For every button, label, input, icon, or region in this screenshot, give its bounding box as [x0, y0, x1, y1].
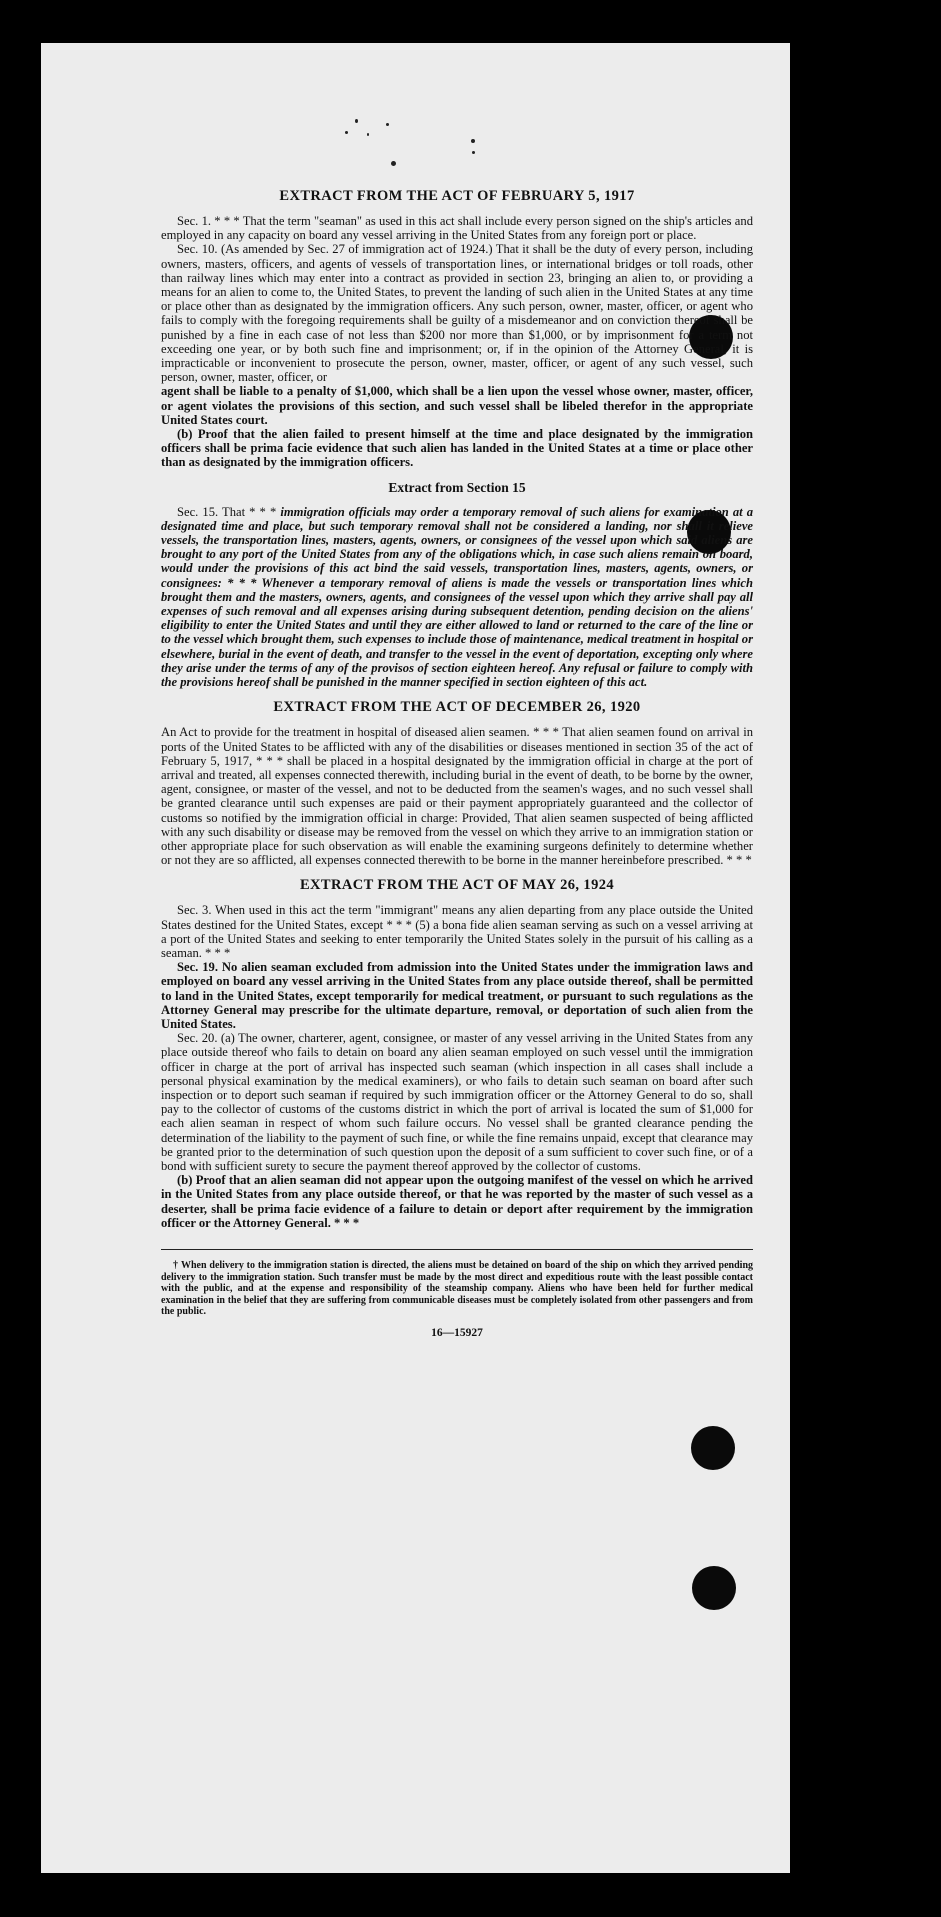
punch-hole-3: [691, 1426, 735, 1470]
sec-15-text: immigration officials may order a temporary removal of such aliens for examination at a designated time and place, but such temporary removal shall not be considered a landing, nor shall it relieve vessels, the transportation lines, masters, agents, owners, or consignees of the vessel upon which said aliens are brought to any port of the United States from any of the obligations which, in case such aliens remain on board, would under the provisions of this act bind the said vessels, transportation lines, masters, agents, owners, or consignees: * * * Whenever a temporary removal of aliens is made the vessels or transportation lines which brought them and the masters, owners, agents, and consignees of the vessel upon which they arrive shall pay all expenses of such removal and all expenses arising during subsequent detention, pending decision on the aliens' eligibility to enter the United States and until they are either allowed to land or returned to the care of the line or to the vessel which brought them, such expenses to include those of maintenance, medical treatment in hospital or elsewhere, burial in the event of death, and transfer to the vessel in the event of deportation, excepting only where they arise under the terms of any of the provisos of section eighteen hereof. Any refusal or failure to comply with the provisions hereof shall be punished in the manner specified in section eighteen of this act.: [161, 504, 754, 690]
sec-3: Sec. 3. When used in this act the term "immigrant" means any alien departing from any place outside the United States destined for the United States, except * * * (5) a bona fide alien seaman serving as such on a vessel arriving at a port of the United States and seeking to enter temporarily the United States solely in the pursuit of his calling as a seaman. * * *: [161, 903, 753, 960]
heading-act-1924: EXTRACT FROM THE ACT OF MAY 26, 1924: [299, 877, 615, 894]
heading-act-1917: EXTRACT FROM THE ACT OF FEBRUARY 5, 1917: [279, 188, 635, 204]
act-1920-text: An Act to provide for the treatment in hospital of diseased alien seamen. * * * That alien seamen found on arrival in ports of the United States to be afflicted with any of the disabilities or diseases mentioned in section 35 of the act of February 5, 1917, * * * shall be placed in a hospital designated by the immigration official in charge at the port of arrival and treated, all expenses connected therewith, including burial in the event of death, to be borne by the owner, agent, consignee, or master of the vessel, and not to be deducted from the seamen's wages, and no such vessel shall be granted clearance until such expenses are paid or their payment appropriately guaranteed and the collector of customs so notified by the immigration official in charge: Provided, That alien seamen suspected of being afflicted with any such disability or disease may be removed from the vessel on which they arrive to an immigration station or other appropriate place for such observation as will enable the examining surgeons definitely to determine whether or not they are so afflicted, all expenses connected therewith to be borne in the manner hereinbefore prescribed. * * *: [161, 725, 753, 868]
sec-15: [161, 505, 753, 690]
footnote-divider: [161, 1249, 753, 1250]
heading-act-1920: EXTRACT FROM THE ACT OF DECEMBER 26, 1920: [273, 699, 641, 716]
sec-10-penalty: agent shall be liable to a penalty of $1,000, which shall be a lien upon the vessel whose owner, master, officer, or agent violates the provisions of this section, and such vessel shall be libeled therefor in the appropriate United States court.: [161, 384, 753, 427]
form-code: 16—15927: [431, 1326, 483, 1339]
sec-10: Sec. 10. (As amended by Sec. 27 of immigration act of 1924.) That it shall be the duty of every person, including owners, masters, officers, and agents of vessels of transportation lines, or international bridges or toll roads, other than railway lines which may enter into a contract as provided in section 23, bringing an alien to, or providing a means for an alien to come to, the United States, to prevent the landing of such alien in the United States at any time or place other than as designated by the immigration officers. Any such person, owner, master, officer, or agent who fails to comply with the foregoing requirements shall be guilty of a misdemeanor and on conviction thereof shall be punished by a fine in each case of not less than $200 nor more than $1,000, or by imprisonment for a term not exceeding one year, or by both such fine and imprisonment; or, if in the opinion of the Attorney General, it is impracticable or inconvenient to prosecute the person, owner, master, officer, or agent of any such vessel, such person, owner, master, officer, or: [161, 242, 753, 385]
sec-15-lead: Sec. 15. That * * *: [177, 504, 277, 519]
sec-1: Sec. 1. * * * That the term "seaman" as used in this act shall include every person signed on the ship's articles and employed in any capacity on board any vessel arriving in the United States from any foreign port or place.: [161, 214, 753, 243]
sec-10-b: (b) Proof that the alien failed to present himself at the time and place designated by the immigration officers shall be prima facie evidence that such alien has landed in the United States at a time or place other than as designated by the immigration officers.: [161, 427, 753, 470]
sec-20-b: (b) Proof that an alien seaman did not appear upon the outgoing manifest of the vessel on which he arrived in the United States from any place outside thereof, or that he was reported by the master of such vessel as a deserter, shall be prima facie evidence of a failure to detain or deport after requirement by the immigration officer or the Attorney General. * * *: [161, 1173, 753, 1230]
punch-hole-4: [692, 1566, 736, 1610]
sec-20-a: Sec. 20. (a) The owner, charterer, agent, consignee, or master of any vessel arriving in the United States from any place outside thereof who fails to detain on board any alien seaman employed on such vessel until the immigration officer in charge at the port of arrival has inspected such seaman (which inspection in all cases shall include a personal physical examination by the medical examiners), or who fails to detain such seaman on board after such inspection or to deport such seaman if required by such immigration officer or the Attorney General to do so, shall pay to the collector of customs of the customs district in which the port of arrival is located the sum of $1,000 for each alien seaman in respect of whom such failure occurs. No vessel shall be granted clearance pending the determination of the liability to the payment of such fine, or while the fine remains unpaid, except that clearance may be granted prior to the determination of such question upon the deposit of a sum sufficient to cover such fine, or of a bond with sufficient surety to secure the payment thereof approved by the collector of customs.: [161, 1031, 753, 1173]
document-body: [161, 188, 753, 1339]
document-page: [41, 43, 790, 1873]
footnote: † When delivery to the immigration station is directed, the aliens must be detained on board of the ship on which they arrived pending delivery to the immigration station. Such transfer must be made by the most direct and expeditious route with the least possible contact with the public, and at the expense and responsibility of the steamship company. Aliens who have been held for further medical examination in the belief that they are suffering from communicable diseases must be completely isolated from other passengers and from the public.: [161, 1260, 753, 1317]
sec-19: Sec. 19. No alien seaman excluded from admission into the United States under the immigration laws and employed on board any vessel arriving in the United States from any place outside thereof, shall be permitted to land in the United States, except temporarily for medical treatment, or pursuant to such regulations as the Attorney General may prescribe for the ultimate departure, removal, or deportation of such alien from the United States.: [161, 960, 753, 1031]
heading-section-15: Extract from Section 15: [388, 479, 526, 495]
